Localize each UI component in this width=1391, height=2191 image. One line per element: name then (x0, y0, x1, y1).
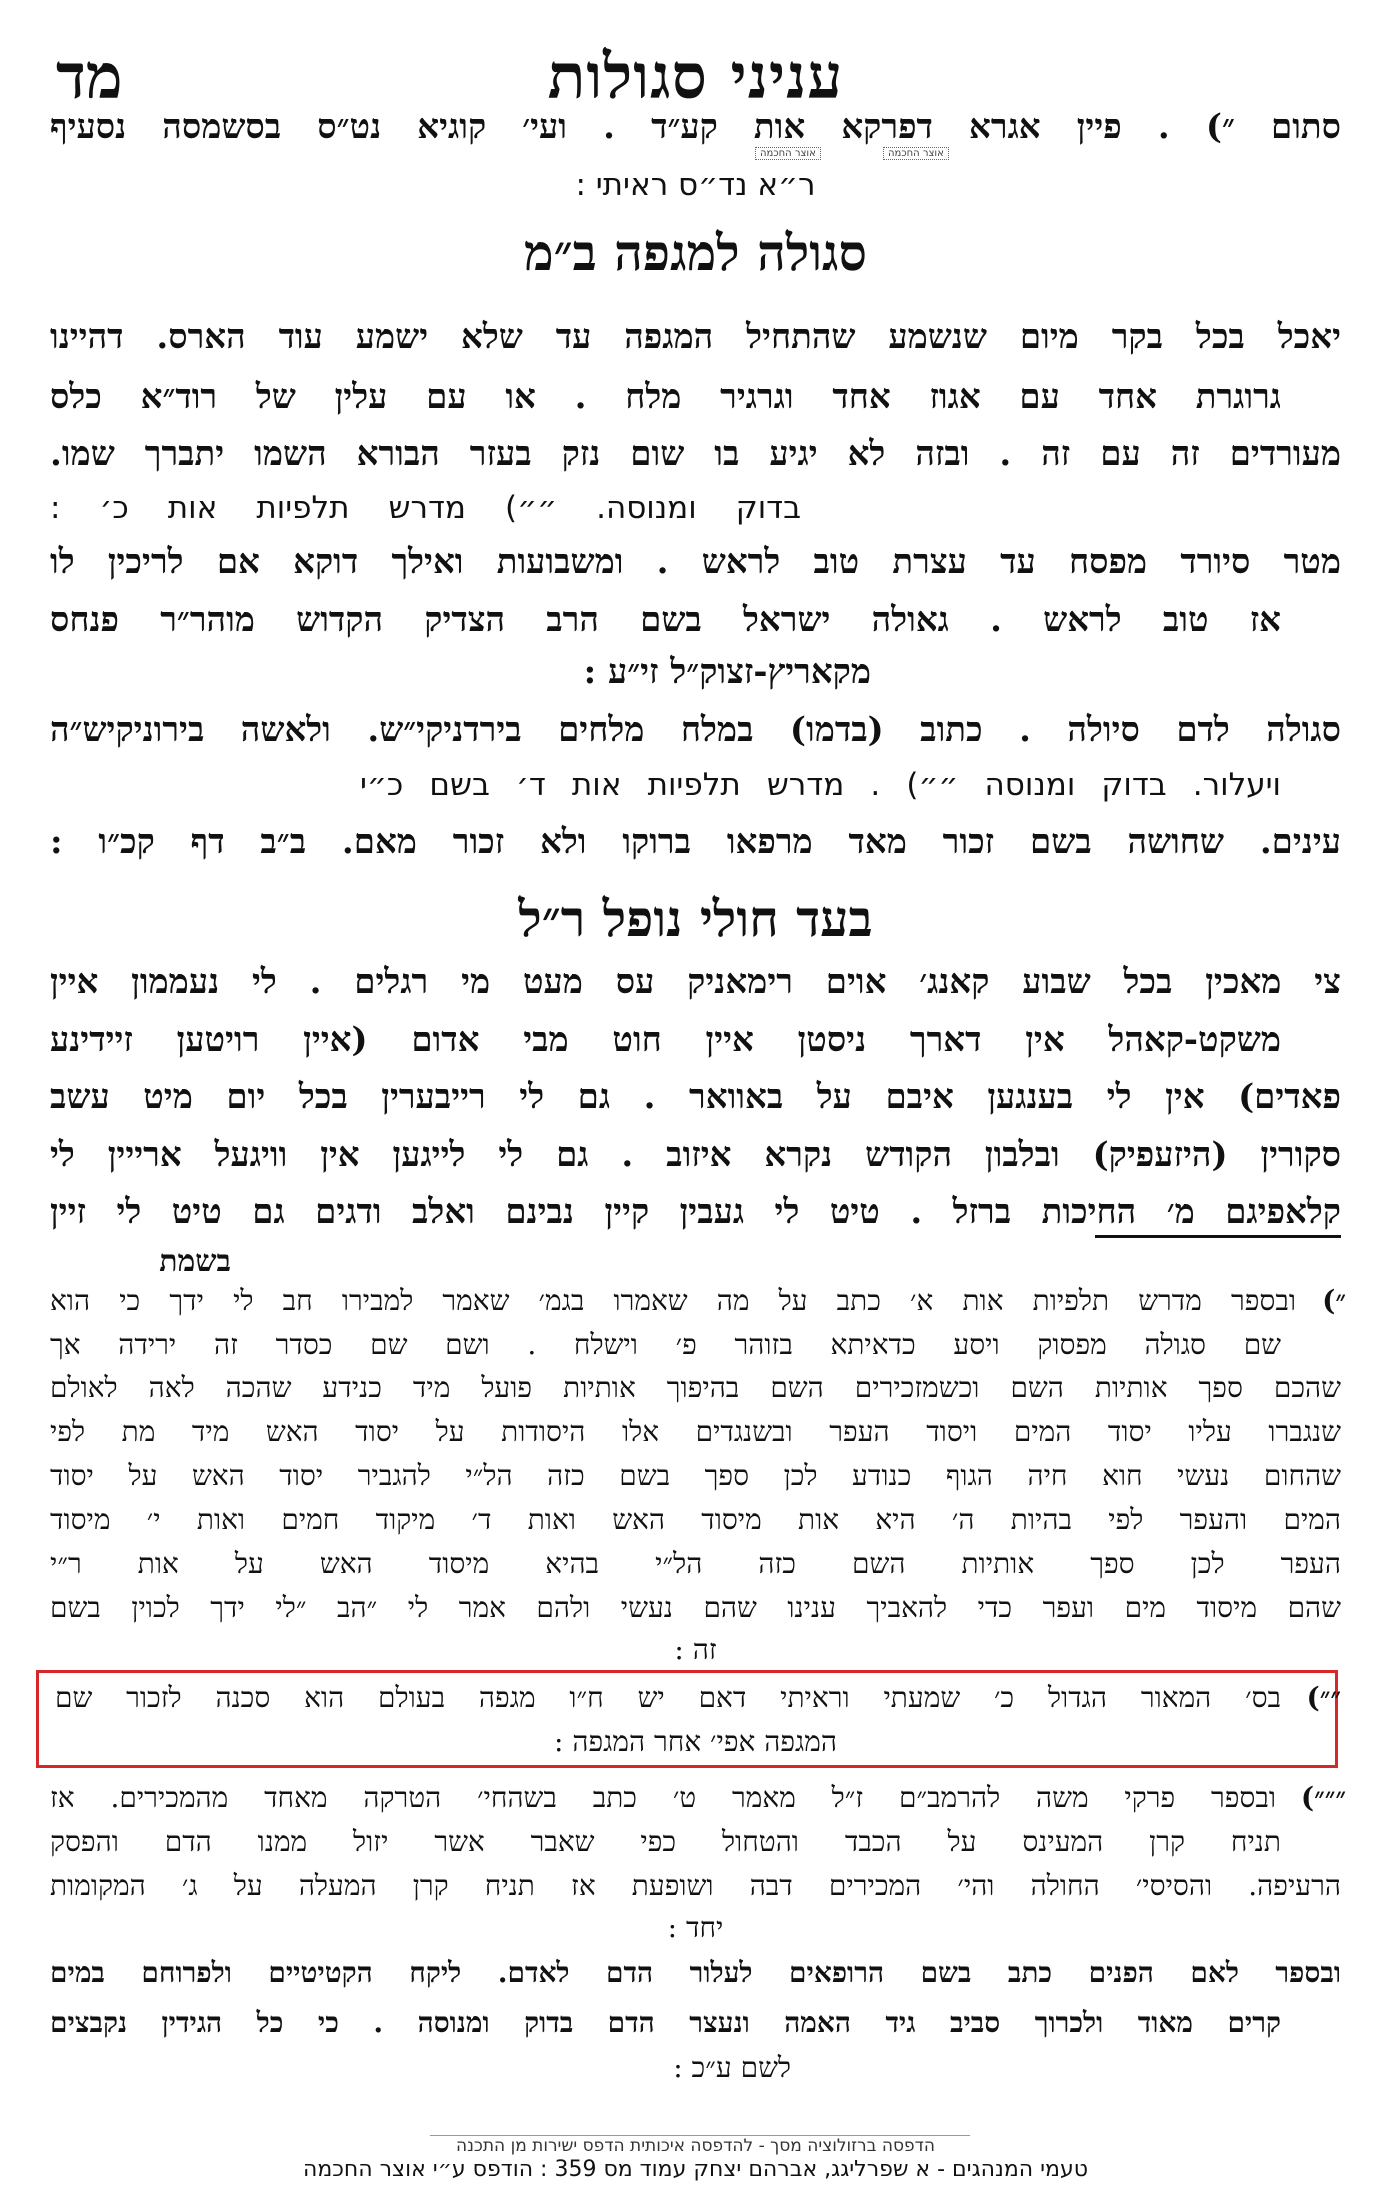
body-line: סקורין (היזעפיק) ובלבון הקודש נקרא איזוב . גם לי לייגען אין וויגעל ארייין לי (50, 1135, 1341, 1175)
body-line: מטר סיורד מפסח עד עצרת טוב לראש . ומשבועות ואילך דוקא אם לריכין לו (50, 542, 1341, 582)
body-line: פאדים) אין לי בענגען איבם על באוואר . גם לי רייבערין בכל יום מיט עשב (50, 1077, 1341, 1117)
body-line: מעורדים זה עם זה . ובזה לא יגיע בו שום נזק בעזר הבורא השמו יתברך שמו. (50, 434, 1341, 474)
body-line: מקאריץ-זצוק״ל זי״ע : (583, 652, 871, 692)
footnote-line: שם סגולה מפסוק ויסע כדאיתא בזוהר פ׳ וישלח . ושם שם כסדר זה ירידה אך (50, 1328, 1281, 1361)
section-heading: סגולה למגפה ב״מ (524, 223, 867, 282)
footnote-marker: ״״״) (1300, 1781, 1346, 1814)
body-line: עינים. שחושה בשם זכור מאד מרפאו ברוקו ולא זכור מאם. ב״ב דף קכ״ו : (50, 822, 1341, 862)
footnote-line: לשם ע״כ : (673, 2051, 791, 2084)
footnote-line: המים והעפר לפי בהיות ה׳ היא אות מיסוד האש ואות ד׳ מיקוד חמים ואות י׳ מיסוד (50, 1503, 1341, 1536)
print-notice: הדפסה ברזולוציה מסך - להדפסה איכותית הדפס ישירות מן התכנה (455, 2136, 936, 2156)
intro-line: סתום ״) . פיין אגרא דפרקא אות קע״ד . ועי׳ קוגיא נט״ס בסשמסה נסעיף (50, 107, 1341, 147)
footnote-line: יחד : (667, 1911, 724, 1944)
body-line: צי מאכין בכל שבוע קאנג׳ אוים רימאניק עס מעט מי רגלים . לי נעממון איין (50, 962, 1341, 1002)
footnote-line: שהחום נעשי חוא חיה הגוף כנודע לכן ספך בשם כזה הל״י להגביר יסוד האש על יסוד (50, 1459, 1341, 1492)
body-line: סגולה לדם סיולה . כתוב (בדמו) במלח מלחים בירדניקי״ש. ולאשה בירוניקיש״ה (50, 710, 1341, 750)
footnote-line: המגפה אפי׳ אחר המגפה : (554, 1725, 837, 1758)
footnote-line: בס׳ המאור הגדול כ׳ שמעתי וראיתי דאם יש ח״ו מגפה בעולם הוא סכנה לזכור שם (55, 1681, 1281, 1714)
footnote-line: שהם מיסוד מים ועפר כדי להאביך ענינו שהם נעשי ולהם אמר לי ״הב ״לי ידך לכוין בשם (50, 1591, 1341, 1624)
footnote-marker: ״) (1322, 1284, 1346, 1317)
watermark-stamp: אוצר החכמה (883, 147, 949, 160)
footnote-line: ובספר מדרש תלפיות אות א׳ כתב על מה שאמרו בגמ׳ שאמר למבירו חב לי ידך כי הוא (50, 1284, 1296, 1317)
page-title: עניני סגולות (547, 40, 844, 113)
footnote-line: הרעיפה. והסיסי׳ החולה והי׳ המכירים דבה ושופעת אז תניח קרן המעלה על ג׳ המקומות (50, 1869, 1341, 1902)
watermark-stamp: אוצר החכמה (755, 147, 821, 160)
footnote-line: שהכם ספך אותיות השם וכשמזכירים השם בהיפוך אותיות פועל מיד כנידע שהכה לאה לאולם (50, 1371, 1341, 1404)
catchword: בשמת (159, 1244, 231, 1279)
body-line: ויעלור. בדוק ומנוסה ״״) . מדרש תלפיות אות ד׳ בשם כ״י (360, 767, 1281, 803)
footnote-line: העפר לכן ספך אותיות השם כזה הל״י בהיא מיסוד האש על אות ר״י (50, 1547, 1341, 1580)
body-line: אז טוב לראש . גאולה ישראל בשם הרב הצדיק הקדוש מוהר״ר פנחס (50, 600, 1281, 640)
body-line: קלאפיגם מ׳ החיכות ברזל . טיט לי געבין קיין נבינם ואלב ודגים גם טיט לי זיין (50, 1192, 1341, 1232)
footnote-line: ובספר פרקי משה להרמב״ם ז״ל מאמר ט׳ כתב בשהחי׳ הטרקה מאחד מהמכירים. אז (50, 1781, 1276, 1814)
page-number: מד (56, 40, 123, 113)
body-line: משקט-קאהל אין דארך ניסטן איין חוט מבי אדום (איין רויטען זיידינע (50, 1020, 1281, 1060)
footnote-separator (1095, 1235, 1341, 1238)
footnote-line: זה : (674, 1633, 717, 1666)
section-heading: בעד חולי נופל ר״ל (518, 889, 873, 948)
footnote-line: שנגברו עליו יסוד המים ויסוד העפר ובשנגדים אלו היסודות על יסוד האש מיד מת לפי (50, 1415, 1341, 1448)
source-citation: טעמי המנהגים - א שפרליגג, אברהם יצחק עמוד מס 359 : הודפס ע״י אוצר החכמה (302, 2157, 1089, 2182)
footnote-line: קרים מאוד ולכרוך סביב גיד האמה ונעצר הדם בדוק ומנוסה . כי כל הגידין נקבצים (50, 2006, 1281, 2039)
body-line: יאכל בכל בקר מיום שנשמע שהתחיל המגפה עד שלא ישמע עוד הארס. דהיינו (50, 317, 1341, 357)
footnote-line: תניח קרן המעינס על הכבד והטחול כפי שאבר אשר יזול ממנו הדם והפסק (50, 1825, 1281, 1858)
body-line: בדוק ומנוסה. ״״) מדרש תלפיות אות כ׳ : (50, 490, 801, 526)
footnote-line: ובספר לאם הפנים כתב בשם הרופאים לעלור הדם לאדם. ליקח הקטיטיים ולפרוחם במים (50, 1956, 1341, 1989)
body-line: גרוגרת אחד עם אגוז אחד וגרגיר מלח . או עם עלין של רוד״א כלס (50, 377, 1281, 417)
footnote-marker: ״״) (1306, 1681, 1341, 1714)
intro-line: ר״א נד״ס ראיתי : (575, 167, 816, 203)
